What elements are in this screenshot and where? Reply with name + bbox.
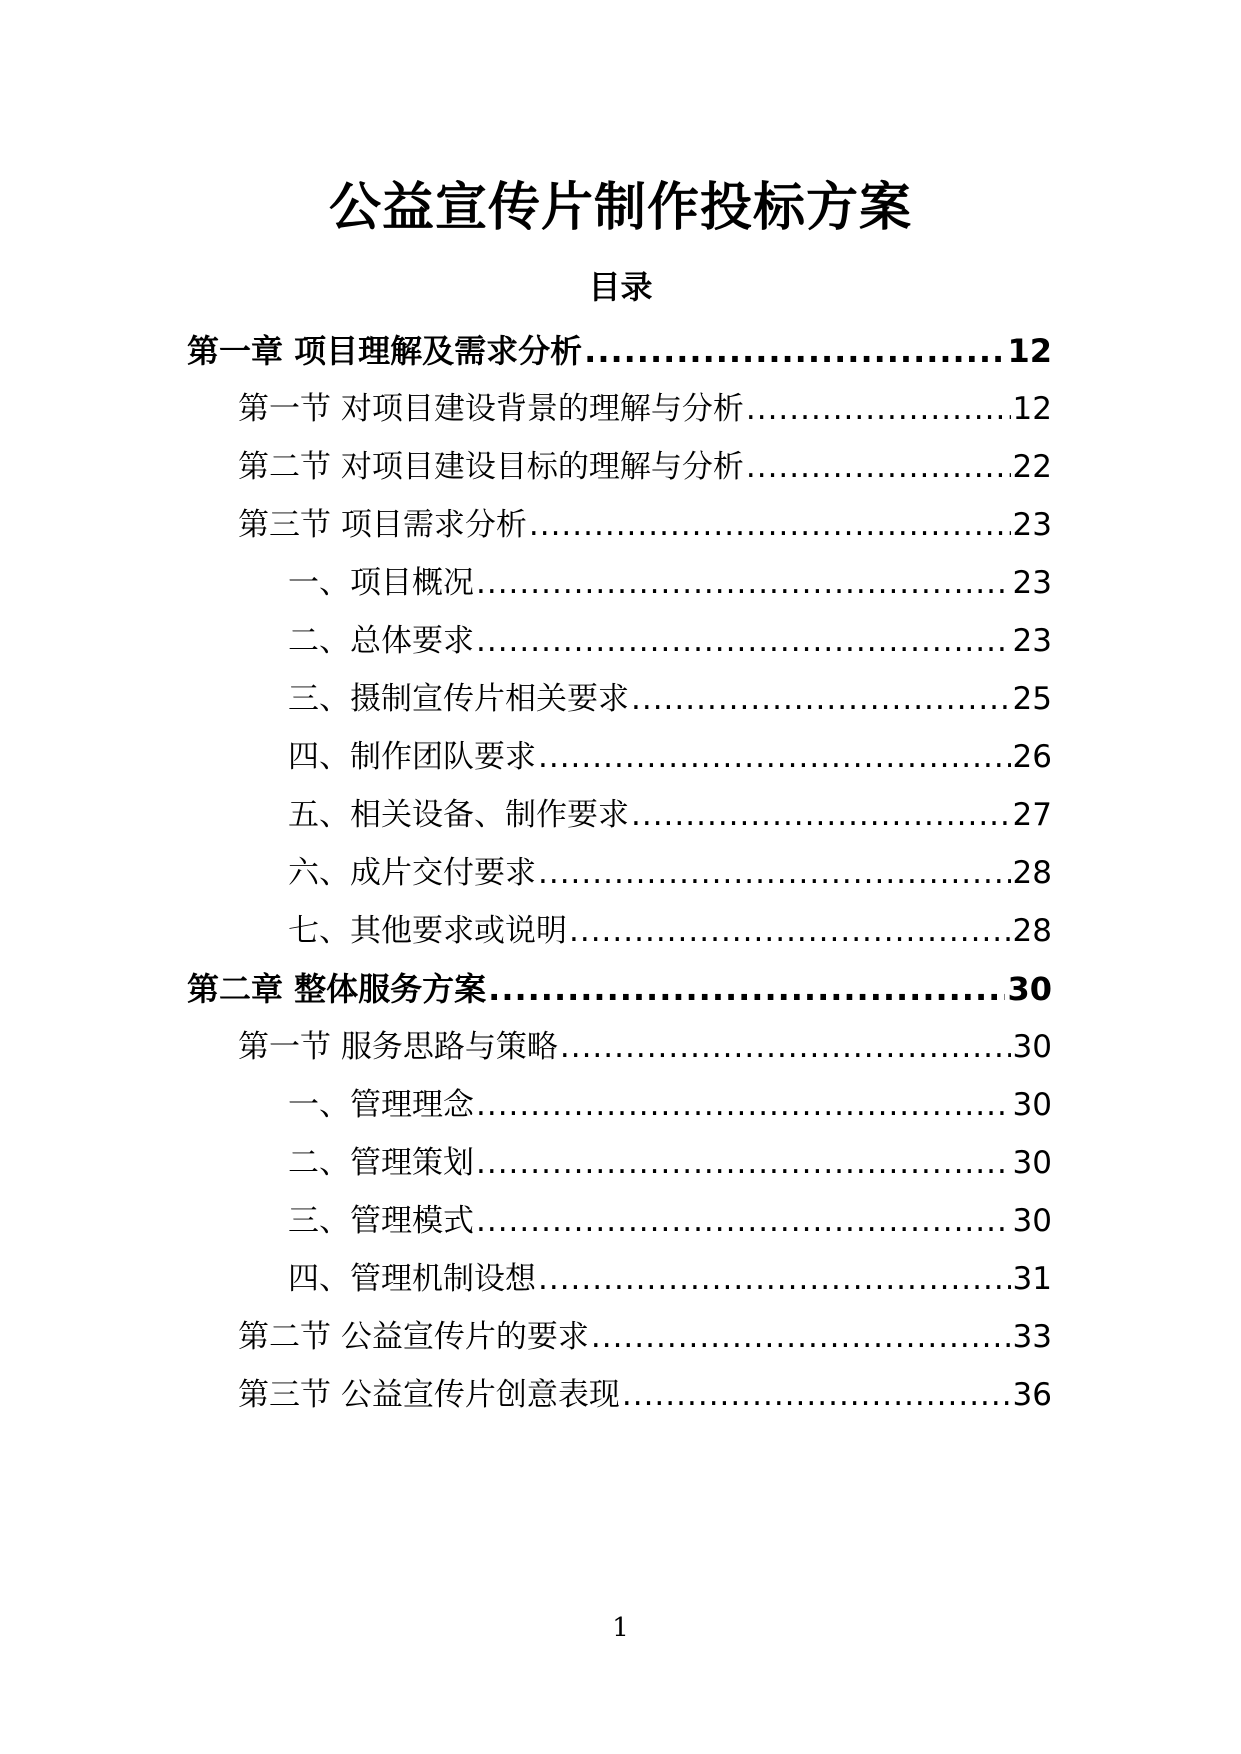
toc-entry-subsection[interactable] <box>288 616 1052 666</box>
toc-dot-leader <box>538 848 1011 898</box>
toc-heading: 目录 <box>588 268 653 306</box>
toc-entry-page: 23 <box>1012 507 1052 543</box>
toc-dot-leader <box>476 616 1011 666</box>
toc-entry-label: 第一节 服务思路与策略 <box>238 1029 558 1065</box>
toc-entry-label: 第三节 项目需求分析 <box>238 507 527 543</box>
toc-entry-label: 四、制作团队要求 <box>288 739 536 775</box>
toc-entry-page: 12 <box>1012 391 1052 427</box>
toc-entry-section[interactable] <box>238 500 1052 550</box>
toc-entry-page: 30 <box>1012 1087 1052 1123</box>
toc-entry-section[interactable] <box>238 384 1052 434</box>
toc-dot-leader <box>591 1312 1011 1362</box>
toc-dot-leader <box>476 1196 1011 1246</box>
toc-dot-leader <box>538 732 1011 782</box>
toc-entry-label: 二、总体要求 <box>288 623 474 659</box>
toc-entry-section[interactable] <box>238 1312 1052 1362</box>
toc-entry-page: 23 <box>1012 565 1052 601</box>
toc-entry-label: 一、管理理念 <box>288 1087 474 1123</box>
toc-dot-leader <box>476 558 1011 608</box>
toc-entry-label: 六、成片交付要求 <box>288 855 536 891</box>
toc-entry-page: 30 <box>1012 1203 1052 1239</box>
toc-entry-subsection[interactable] <box>288 906 1052 956</box>
toc-entry-label: 第一章 项目理解及需求分析 <box>187 332 583 370</box>
toc-entry-page: 30 <box>1007 970 1052 1008</box>
toc-dot-leader <box>631 674 1011 724</box>
toc-entry-page: 26 <box>1012 739 1052 775</box>
toc-entry-page: 28 <box>1012 913 1052 949</box>
toc-dot-leader <box>538 1254 1011 1304</box>
toc-entry-label: 四、管理机制设想 <box>288 1261 536 1297</box>
toc-entry-page: 23 <box>1012 623 1052 659</box>
toc-entry-page: 31 <box>1012 1261 1052 1297</box>
toc-entry-page: 27 <box>1012 797 1052 833</box>
toc-entry-chapter[interactable] <box>187 326 1052 376</box>
toc-entry-section[interactable] <box>238 442 1052 492</box>
toc-entry-label: 一、项目概况 <box>288 565 474 601</box>
toc-entry-subsection[interactable] <box>288 1080 1052 1130</box>
toc-entry-label: 第二章 整体服务方案 <box>187 970 487 1008</box>
toc-entry-label: 七、其他要求或说明 <box>288 913 567 949</box>
toc-entry-subsection[interactable] <box>288 790 1052 840</box>
toc-entry-page: 28 <box>1012 855 1052 891</box>
toc-dot-leader <box>746 442 1011 492</box>
toc-entry-label: 第一节 对项目建设背景的理解与分析 <box>238 391 744 427</box>
document-title: 公益宣传片制作投标方案 <box>328 178 912 238</box>
toc-entry-label: 第三节 公益宣传片创意表现 <box>238 1377 620 1413</box>
toc-dot-leader <box>560 1022 1011 1072</box>
toc-entry-page: 33 <box>1012 1319 1052 1355</box>
toc-dot-leader <box>746 384 1011 434</box>
toc-entry-section[interactable] <box>238 1022 1052 1072</box>
toc-dot-leader <box>622 1370 1011 1420</box>
toc-entry-page: 12 <box>1007 332 1052 370</box>
page-number: 1 <box>612 1613 629 1643</box>
toc-entry-subsection[interactable] <box>288 1254 1052 1304</box>
toc-entry-label: 二、管理策划 <box>288 1145 474 1181</box>
toc-entry-subsection[interactable] <box>288 558 1052 608</box>
toc-entry-section[interactable] <box>238 1370 1052 1420</box>
toc-entry-chapter[interactable] <box>187 964 1052 1014</box>
toc-entry-page: 22 <box>1012 449 1052 485</box>
toc-dot-leader <box>476 1138 1011 1188</box>
toc-dot-leader <box>488 964 1005 1014</box>
toc-entry-page: 36 <box>1012 1377 1052 1413</box>
toc-dot-leader <box>584 326 1005 376</box>
toc-entry-page: 25 <box>1012 681 1052 717</box>
toc-entry-subsection[interactable] <box>288 674 1052 724</box>
toc-entry-label: 第二节 对项目建设目标的理解与分析 <box>238 449 744 485</box>
toc-dot-leader <box>631 790 1011 840</box>
toc-dot-leader <box>569 906 1011 956</box>
toc-entry-label: 三、管理模式 <box>288 1203 474 1239</box>
toc-dot-leader <box>476 1080 1011 1130</box>
toc-entry-label: 五、相关设备、制作要求 <box>288 797 629 833</box>
toc-entry-label: 第二节 公益宣传片的要求 <box>238 1319 589 1355</box>
toc-entry-page: 30 <box>1012 1029 1052 1065</box>
toc-entry-subsection[interactable] <box>288 1138 1052 1188</box>
toc-dot-leader <box>529 500 1011 550</box>
toc-entry-page: 30 <box>1012 1145 1052 1181</box>
toc-entry-subsection[interactable] <box>288 848 1052 898</box>
toc-entry-subsection[interactable] <box>288 732 1052 782</box>
toc-entry-subsection[interactable] <box>288 1196 1052 1246</box>
toc-entry-label: 三、摄制宣传片相关要求 <box>288 681 629 717</box>
